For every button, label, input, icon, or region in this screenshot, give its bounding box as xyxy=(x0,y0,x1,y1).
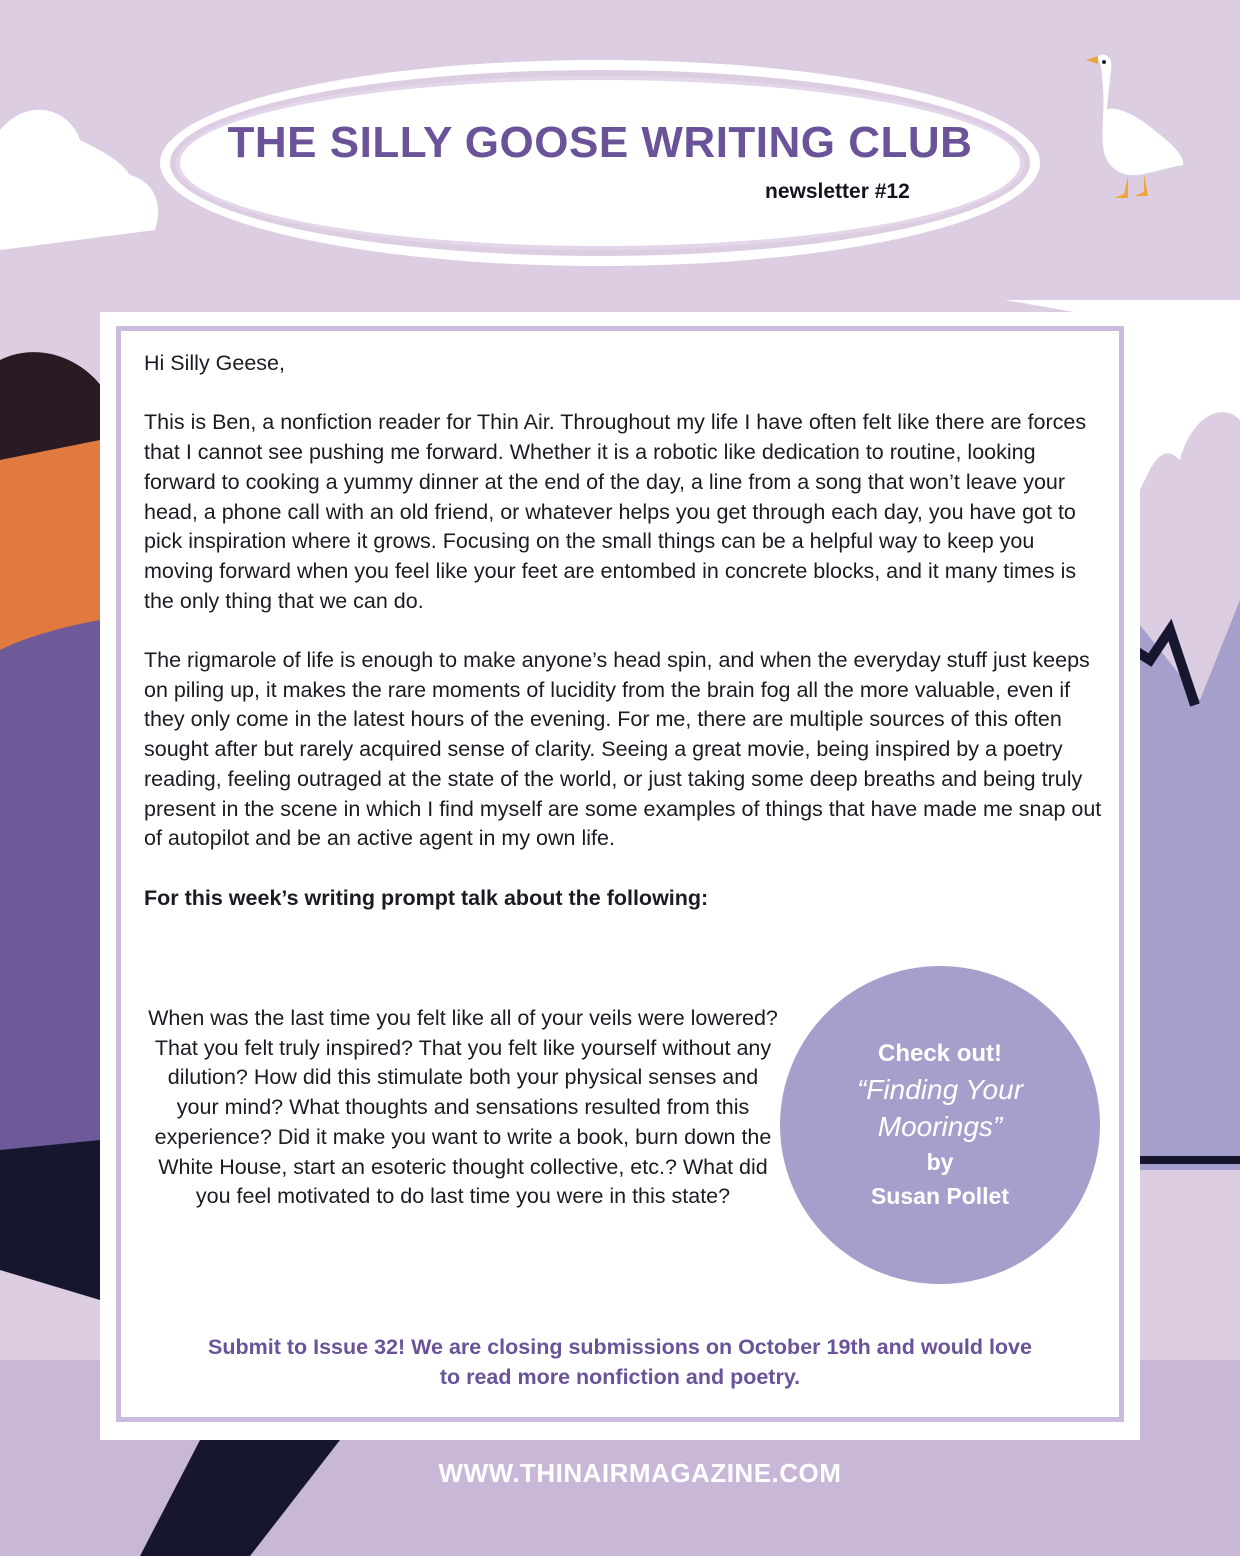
recommendation-work: “Finding Your Moorings” xyxy=(856,1074,1024,1142)
recommendation-label: Check out! xyxy=(877,1040,1002,1067)
paragraph-clarity: The rigmarole of life is enough to make anyone’s head spin, and when the everyday stuff just keeps on piling up, it makes the rare moments of lucidity from the brain fog all the more valuable, even if they only come in the latest hours of the evening. For me, there are multiple sources of this often sought after but rarely acquired sense of clarity. Seeing a great movie, being inspired by a poetry reading, feeling outraged at the state of the world, or just taking some deep breaths and being truly present in the scene in which I find myself are some examples of things that have made me snap out of autopilot and be an active agent in my own life. xyxy=(144,648,1102,851)
issue-number: newsletter #12 xyxy=(765,180,910,203)
prompt-question: When was the last time you felt like all of your veils were lowered? That you felt truly inspired? That you felt like yourself without any dilution? How did this stimulate both your physical senses and your mind? What thoughts and sensations resulted from this experience? Did it make you want to write a book, burn down the White House, start an esoteric thought collective, etc.? What did you feel motivated to do last time you were in this state? xyxy=(148,1006,778,1209)
goose-illustration xyxy=(1078,48,1190,202)
recommendation-circle xyxy=(780,966,1100,1284)
paragraph-intro: This is Ben, a nonfiction reader for Thin Air. Throughout my life I have often felt like there are forces that I cannot see pushing me forward. Whether it is a robotic like dedication to routine, looking forward to cooking a yummy dinner at the end of the day, a line from a song that won’t leave your head, a phone call with an old friend, or whatever helps you get through each day, you have got to pick inspiration where it grows. Focusing on the small things can be a helpful way to keep you moving forward when you feel like your feet are entombed in concrete blocks, and it many times is the only thing that we can do. xyxy=(144,410,1087,613)
letter-body xyxy=(144,349,1104,943)
recommendation-by: by xyxy=(926,1149,954,1175)
submission-callout: Submit to Issue 32! We are closing submissions on October 19th and would love to read more nonfiction and poetry. xyxy=(208,1335,1032,1389)
website-link[interactable]: WWW.THINAIRMAGAZINE.COM xyxy=(438,1458,842,1488)
recommendation-author: Susan Pollet xyxy=(870,1183,1010,1209)
cloud-shape xyxy=(0,110,158,250)
prompt-heading: For this week’s writing prompt talk about the following: xyxy=(144,885,709,910)
newsletter-title: THE SILLY GOOSE WRITING CLUB xyxy=(227,118,973,167)
greeting: Hi Silly Geese, xyxy=(144,351,285,375)
